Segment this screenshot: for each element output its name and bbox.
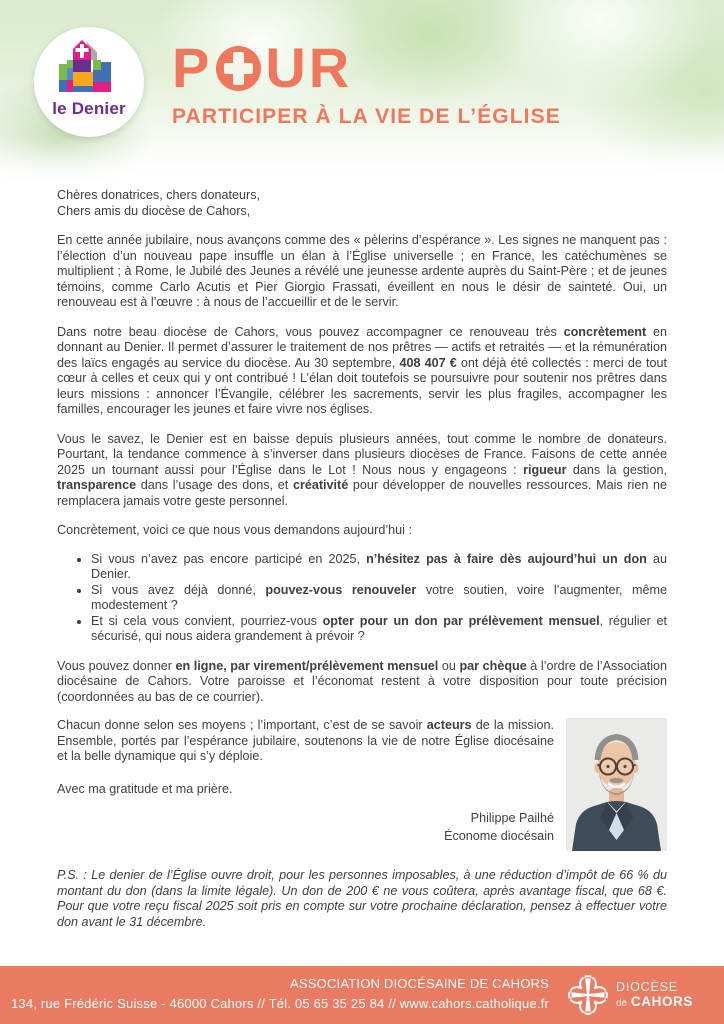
- paragraph-trend: Vous le savez, le Denier est en baisse depuis plusieurs années, tout comme le nombre de donateurs. Pourtant, la tendance commence à s’inverser dans plusieurs diocèses de France. Faisons de cette année 2025 un tournant aussi pour l’Église dans le Lot ! Nous nous y engageons : rigueur dans la gestion, transparence dans l’usage des dons, et créativité pour développer de nouvelles ressources. Mais rien ne remplacera jamais votre geste personnel.: [57, 431, 668, 508]
- gratitude-line: Avec ma gratitude et ma prière.: [57, 781, 233, 796]
- denier-church-icon: [56, 38, 122, 96]
- paragraph-denier-collection: Dans notre beau diocèse de Cahors, vous pouvez accompagner ce renouveau très concrètement en donnant au Denier. Il permet d’assurer le traitement de nos prêtres — actifs et retraités — et la rémunération des laïcs engagés au service du diocèse. Au 30 septembre, 408 407 € ont déjà été collectés : merci de tout cœur à celles et ceux qui y ont contribué ! L’élan doit toutefois se poursuivre pour soutenir nos prêtres dans leurs missions : annoncer l’Évangile, célébrer les sacrements, servir les plus fragiles, accompagner les familles, encourager les jeunes et faire vivre nos églises.: [57, 324, 667, 416]
- closing-section: [57, 718, 667, 851]
- footer-band: [0, 966, 724, 1024]
- signature-role: Économe diocésain: [444, 829, 554, 843]
- salutation: [57, 188, 667, 219]
- signature-block: [57, 809, 554, 845]
- header-banner: [0, 0, 724, 182]
- page-title: [172, 36, 561, 129]
- ask-item-first-gift: • Si vous n’avez pas encore participé en 2025, n’hésitez pas à faire dès aujourd’hui un don au Denier.: [91, 552, 667, 583]
- letter-body: [57, 188, 667, 930]
- footer-contact: [11, 974, 549, 1013]
- diocese-name-line: [616, 994, 693, 1010]
- diocese-word: DIOCÈSE: [616, 980, 678, 995]
- quatrefoil-cross-icon: [566, 973, 610, 1017]
- title-pour-ur: UR: [265, 36, 353, 99]
- ask-intro: Concrètement, voici ce que nous vous demandons aujourd’hui :: [57, 523, 412, 537]
- paragraph-how-to-give: Vous pouvez donner en ligne, par virement/prélèvement mensuel ou par chèque à l’ordre de l’Association diocésaine de Cahors. Votre paroisse et l’économat restent à votre disposition pour toute précision (coordonnées au bas de ce courrier).: [57, 658, 667, 704]
- footer-association-name: ASSOCIATION DIOCÉSAINE DE CAHORS: [290, 976, 549, 991]
- ask-list: [57, 552, 667, 645]
- postscript: P.S. : Le denier de l’Église ouvre droit, pour les personnes imposables, à une réduction d’impôt de 66 % du montant du don (dans la limite légale). Un don de 200 € ne vous coûtera, après avantage fiscal, que 68 €. Pour que votre reçu fiscal 2025 soit pris en compte sur votre prochaine déclaration, pensez à effectuer votre don avant le 31 décembre.: [57, 868, 667, 929]
- denier-logo: [34, 27, 144, 137]
- diocese-de: de: [616, 998, 628, 1010]
- diocese-logo-text: [616, 980, 693, 1010]
- footer-address-line: 134, rue Frédéric Suisse - 46000 Cahors // Tél. 05 65 35 25 84 // www.cahors.catholique.fr: [10, 995, 549, 1011]
- title-pour-p: P: [172, 36, 213, 99]
- paragraph-mission: Chacun donne selon ses moyens ; l’important, c’est de se savoir acteurs de la mission. Ensemble, portés par l’espérance jubilaire, soutenons la vie de notre Église diocésaine et la belle dynamique qui s’y déploie.: [57, 718, 555, 763]
- denier-logo-text: le Denier: [52, 99, 126, 118]
- diocese-logo: [566, 973, 693, 1017]
- title-subtitle: PARTICIPER À LA VIE DE L’ÉGLISE: [172, 105, 561, 128]
- closing-text-column: [57, 718, 566, 851]
- cross-in-o-icon: [216, 46, 261, 91]
- portrait-illustration: [566, 718, 667, 851]
- salutation-line1: Chères donatrices, chers donateurs,: [57, 188, 261, 202]
- title-pour: [172, 36, 561, 99]
- paragraph-jubilee: En cette année jubilaire, nous avançons comme des « pèlerins d’espérance ». Les signes ne manquent pas : l’élection d’un nouveau pape insuffle un élan à l’Église universelle ; en France, les catéchumènes se multiplient ; à Rome, le Jubilé des Jeunes a révélé une jeunesse ardente auprès du Saint-Père ; et de jeunes témoins, comme Carlo Acutis et Pier Giorgio Frassati, éveillent en nous le désir de sainteté. Oui, un renouveau est à l’œuvre : à nous de l’accueillir et de le servir.: [57, 233, 667, 309]
- portrait-photo: [566, 718, 667, 851]
- ask-item-monthly-debit: • Et si cela vous convient, pourriez-vous opter pour un don par prélèvement mensuel, régulier et sécurisé, qui nous aidera grandement à prévoir ?: [91, 614, 667, 645]
- diocese-city: CAHORS: [630, 994, 693, 1010]
- ask-item-renew: • Si vous avez déjà donné, pouvez-vous renouveler votre soutien, voire l’augmenter, même modestement ?: [91, 583, 667, 614]
- signature-name: Philippe Pailhé: [470, 811, 554, 825]
- salutation-line2: Chers amis du diocèse de Cahors,: [57, 203, 251, 218]
